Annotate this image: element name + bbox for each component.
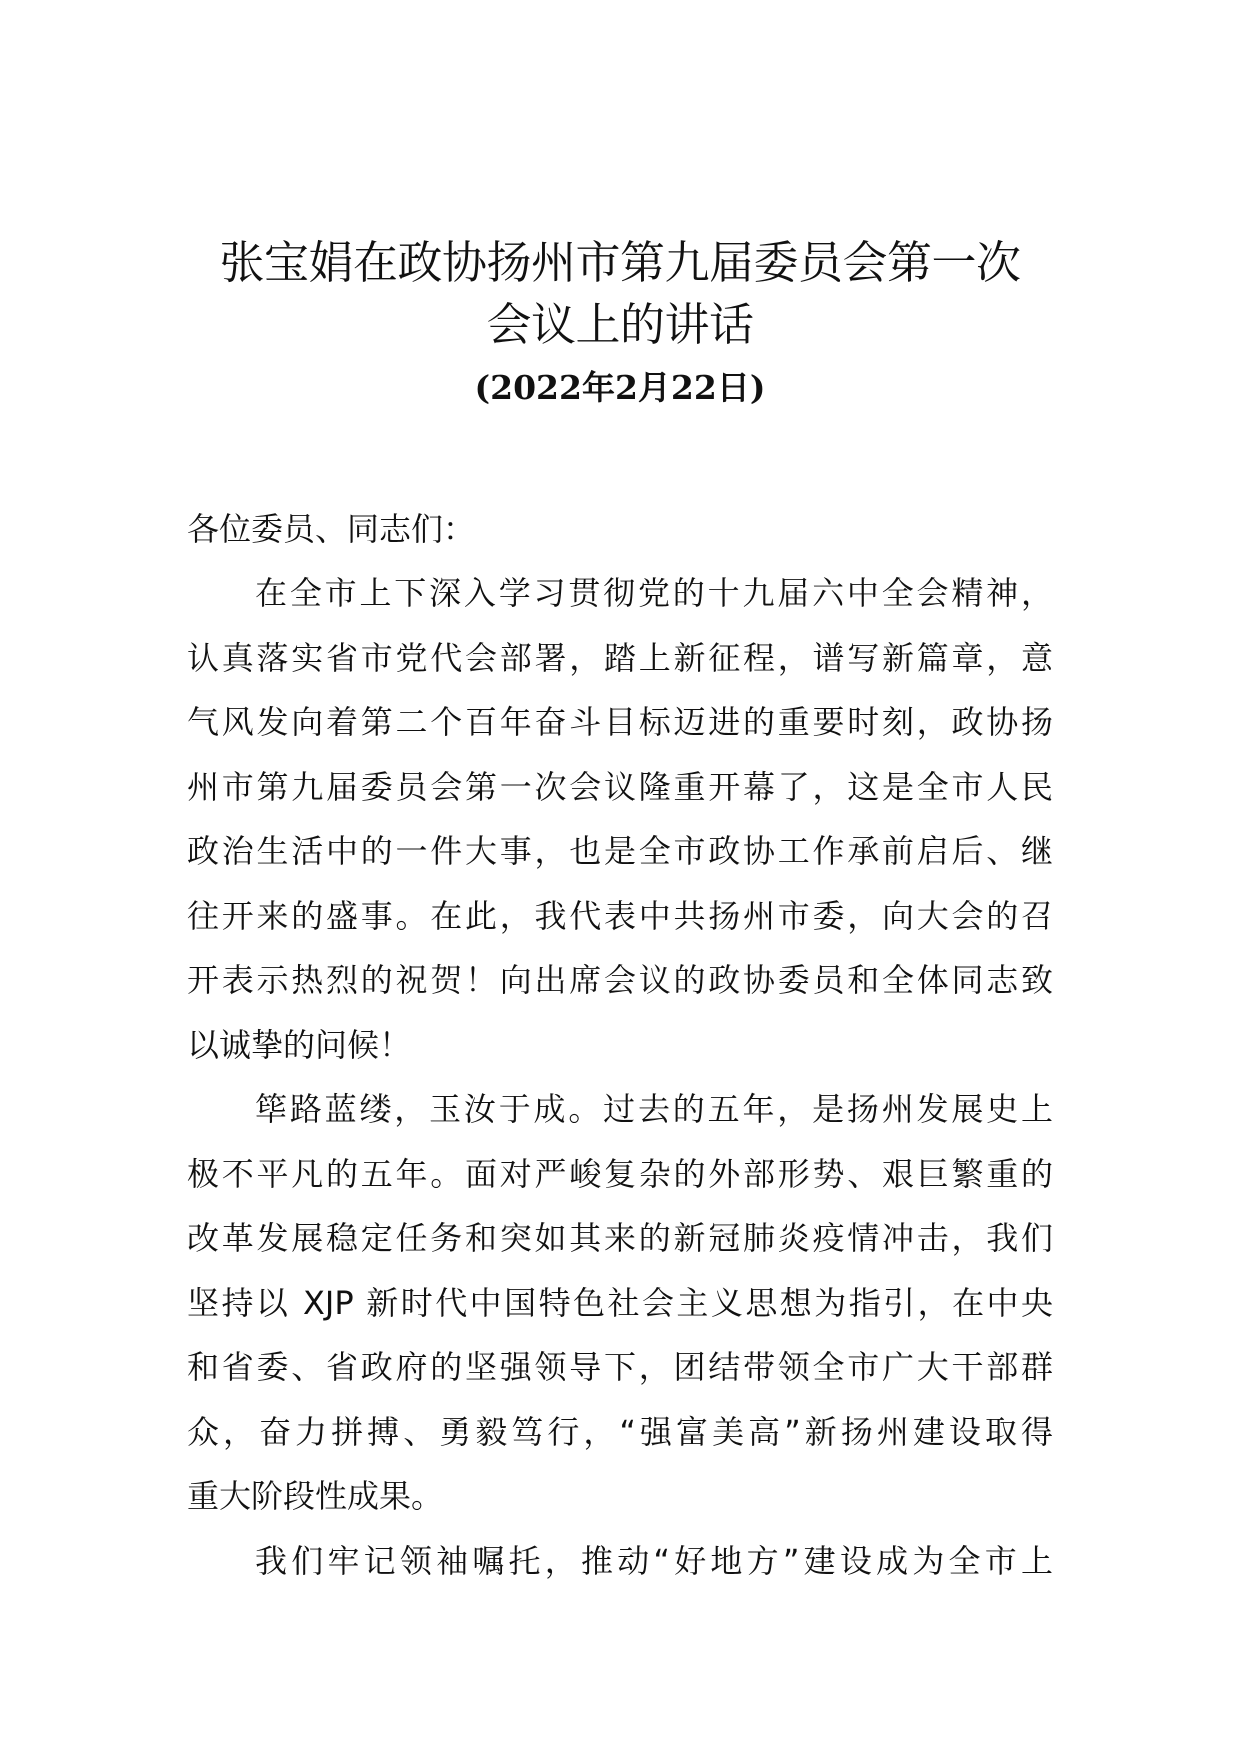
paragraph-line: 众，奋力拼搏、勇毅笃行，“强富美高”新扬州建设取得 <box>187 1412 1053 1451</box>
paragraph-line: 和省委、省政府的坚强领导下，团结带领全市广大干部群 <box>187 1348 1053 1386</box>
paragraph-line: 开表示热烈的祝贺！向出席会议的政协委员和全体同志致 <box>187 961 1053 999</box>
paragraph-3 <box>187 1529 1053 1594</box>
paragraph-line: 州市第九届委员会第一次会议隆重开幕了，这是全市人民 <box>187 767 1053 806</box>
paragraph-line: 筚路蓝缕，玉汝于成。过去的五年，是扬州发展史上 <box>255 1090 1053 1128</box>
paragraph-2 <box>187 1077 1053 1529</box>
paragraph-line: 政治生活中的一件大事，也是全市政协工作承前启后、继 <box>187 832 1053 870</box>
paragraph-line: 极不平凡的五年。面对严峻复杂的外部形势、艰巨繁重的 <box>187 1154 1053 1193</box>
title-block <box>150 232 1090 412</box>
salutation: 各位委员、同志们： <box>187 510 476 548</box>
paragraph-line: 气风发向着第二个百年奋斗目标迈进的重要时刻，政协扬 <box>187 703 1053 741</box>
speech-body <box>187 497 1053 1593</box>
paragraph-line: 重大阶段性成果。 <box>187 1477 444 1515</box>
paragraph-line: 我们牢记领袖嘱托，推动“好地方”建设成为全市上 <box>255 1541 1053 1580</box>
paragraph-line: 坚持以 XJP 新时代中国特色社会主义思想为指引，在中央 <box>187 1283 1053 1322</box>
paragraph-line: 认真落实省市党代会部署，踏上新征程，谱写新篇章，意 <box>187 638 1053 677</box>
title-line-1: 张宝娟在政协扬州市第九届委员会第一次 <box>219 236 1021 289</box>
paragraph-line: 以诚挚的问候！ <box>187 1025 412 1064</box>
paragraph-line: 在全市上下深入学习贯彻党的十九届六中全会精神， <box>255 574 1053 612</box>
paragraph-line: 往开来的盛事。在此，我代表中共扬州市委，向大会的召 <box>187 896 1053 935</box>
paragraph-1 <box>187 561 1053 1077</box>
title-line-2: 会议上的讲话 <box>486 298 754 351</box>
speech-date: (2022年2月22日) <box>474 368 766 407</box>
paragraph-line: 改革发展稳定任务和突如其来的新冠肺炎疫情冲击，我们 <box>187 1219 1053 1257</box>
